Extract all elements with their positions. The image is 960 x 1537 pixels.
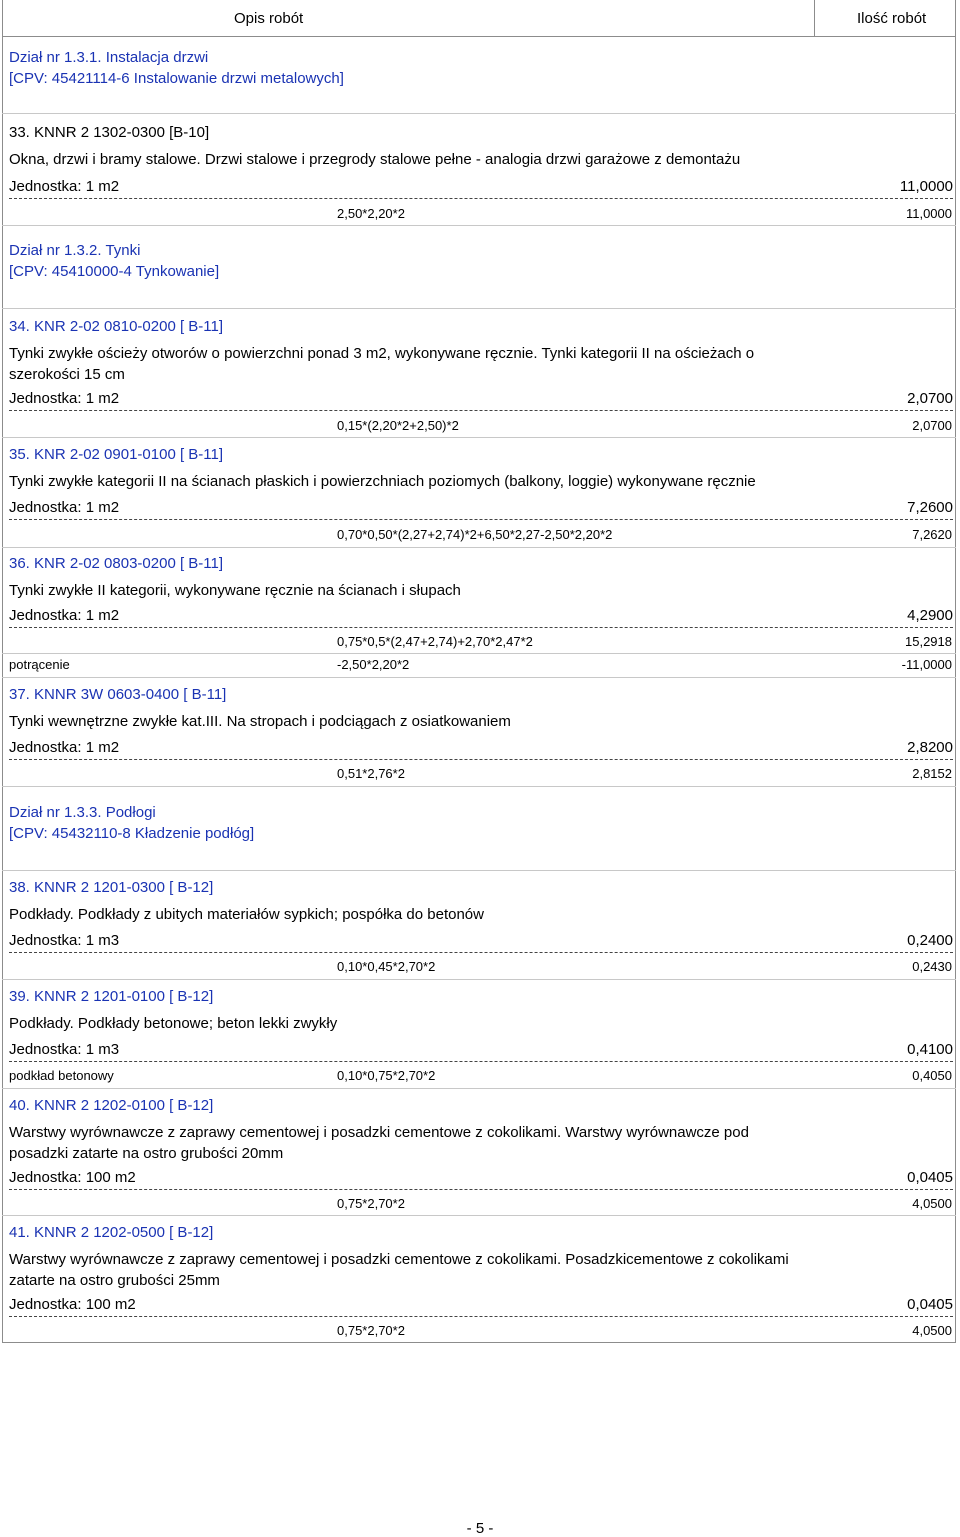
calc-expression: 0,75*2,70*2 — [337, 1196, 405, 1211]
row-divider — [2, 677, 956, 678]
item-code: 38. KNNR 2 1201-0300 [ B-12] — [9, 879, 214, 896]
calc-result: 2,8152 — [912, 766, 952, 781]
header-divider — [814, 0, 815, 36]
unit-row — [9, 607, 953, 628]
calc-expression: 0,51*2,76*2 — [337, 766, 405, 781]
col-description-header: Opis robót — [234, 10, 304, 27]
section-cpv: [CPV: 45421114-6 Instalowanie drzwi metalowych] — [9, 70, 344, 87]
item-code: 37. KNNR 3W 0603-0400 [ B-11] — [9, 686, 227, 703]
col-quantity-header: Ilość robót — [857, 10, 927, 27]
item-description: Tynki zwykłe II kategorii, wykonywane ręcznie na ścianach i słupach — [9, 582, 461, 599]
unit-total: 0,0405 — [907, 1296, 953, 1313]
calc-result: -11,0000 — [901, 657, 952, 672]
unit-row — [9, 178, 953, 199]
item-description: Tynki zwykłe ościeży otworów o powierzchni ponad 3 m2, wykonywane ręcznie. Tynki kategorii II na ościeżach o — [9, 345, 755, 362]
row-divider — [2, 786, 956, 787]
calc-result: 11,0000 — [905, 206, 952, 221]
calc-result: 0,2430 — [912, 959, 952, 974]
calc-expression: 2,50*2,20*2 — [337, 206, 405, 221]
unit-row — [9, 1041, 953, 1062]
calc-result: 15,2918 — [905, 634, 952, 649]
item-code: 35. KNR 2-02 0901-0100 [ B-11] — [9, 446, 224, 463]
section-title: Dział nr 1.3.2. Tynki — [9, 242, 141, 259]
item-description: szerokości 15 cm — [9, 366, 125, 383]
item-description: Warstwy wyrównawcze z zaprawy cementowej i posadzki cementowe z cokolikami. Warstwy wyrównawcze pod — [9, 1124, 749, 1141]
unit-total: 0,0405 — [907, 1169, 953, 1186]
unit-row — [9, 739, 953, 760]
unit-row — [9, 1169, 953, 1190]
unit-total: 2,8200 — [907, 739, 953, 756]
item-description: zatarte na ostro grubości 25mm — [9, 1272, 220, 1289]
unit-label: Jednostka: 1 m2 — [9, 607, 120, 624]
calc-expression: 0,75*0,5*(2,47+2,74)+2,70*2,47*2 — [337, 634, 533, 649]
unit-label: Jednostka: 1 m2 — [9, 739, 120, 756]
unit-row — [9, 932, 953, 953]
calc-result: 0,4050 — [912, 1068, 952, 1083]
calc-result: 4,0500 — [912, 1196, 952, 1211]
unit-total: 11,0000 — [899, 178, 953, 195]
item-code: 36. KNR 2-02 0803-0200 [ B-11] — [9, 555, 224, 572]
section-cpv: [CPV: 45410000-4 Tynkowanie] — [9, 263, 220, 280]
row-divider — [2, 653, 956, 654]
calc-expression: 0,10*0,75*2,70*2 — [337, 1068, 436, 1083]
item-description: Podkłady. Podkłady z ubitych materiałów sypkich; pospółka do betonów — [9, 906, 484, 923]
item-description: Tynki zwykłe kategorii II na ścianach płaskich i powierzchniach poziomych (balkony, loggie) wykonywane ręcznie — [9, 473, 756, 490]
unit-label: Jednostka: 100 m2 — [9, 1296, 136, 1313]
calc-expression: 0,10*0,45*2,70*2 — [337, 959, 436, 974]
unit-row — [9, 499, 953, 520]
calc-expression: 0,70*0,50*(2,27+2,74)*2+6,50*2,27-2,50*2,20*2 — [337, 527, 613, 542]
item-description: Podkłady. Podkłady betonowe; beton lekki zwykły — [9, 1015, 338, 1032]
item-code: 41. KNNR 2 1202-0500 [ B-12] — [9, 1224, 214, 1241]
unit-label: Jednostka: 1 m3 — [9, 932, 120, 949]
calc-result: 7,2620 — [912, 527, 952, 542]
item-description: Okna, drzwi i bramy stalowe. Drzwi stalowe i przegrody stalowe pełne - analogia drzwi garażowe z demontażu — [9, 151, 741, 168]
item-description: Warstwy wyrównawcze z zaprawy cementowej i posadzki cementowe z cokolikami. Posadzkicementowe z cokolikami — [9, 1251, 789, 1268]
item-code: 40. KNNR 2 1202-0100 [ B-12] — [9, 1097, 214, 1114]
unit-total: 7,2600 — [907, 499, 953, 516]
unit-label: Jednostka: 1 m3 — [9, 1041, 120, 1058]
unit-total: 0,2400 — [907, 932, 953, 949]
item-description: Tynki wewnętrzne zwykłe kat.III. Na stropach i podciągach z osiatkowaniem — [9, 713, 511, 730]
row-divider — [2, 1215, 956, 1216]
calc-expression: 0,75*2,70*2 — [337, 1323, 405, 1338]
page-number: - 5 - — [466, 1520, 494, 1537]
deduction-label: potrącenie — [9, 657, 70, 672]
unit-total: 0,4100 — [907, 1041, 953, 1058]
item-code: 39. KNNR 2 1201-0100 [ B-12] — [9, 988, 214, 1005]
unit-row — [9, 390, 953, 411]
item-description: posadzki zatarte na ostro grubości 20mm — [9, 1145, 284, 1162]
row-divider — [2, 437, 956, 438]
calc-expression: -2,50*2,20*2 — [337, 657, 410, 672]
unit-total: 2,0700 — [907, 390, 953, 407]
unit-label: Jednostka: 1 m2 — [9, 390, 120, 407]
row-divider — [2, 979, 956, 980]
section-title: Dział nr 1.3.3. Podłogi — [9, 804, 156, 821]
item-code: 34. KNR 2-02 0810-0200 [ B-11] — [9, 318, 224, 335]
unit-row — [9, 1296, 953, 1317]
item-code: 33. KNNR 2 1302-0300 [B-10] — [9, 124, 210, 141]
row-divider — [2, 1088, 956, 1089]
unit-total: 4,2900 — [907, 607, 953, 624]
calc-result: 4,0500 — [912, 1323, 952, 1338]
header-rule — [2, 36, 956, 37]
calc-result: 2,0700 — [912, 418, 952, 433]
document-frame — [2, 0, 956, 1343]
unit-label: Jednostka: 1 m2 — [9, 178, 120, 195]
calc-label: podkład betonowy — [9, 1068, 114, 1083]
row-divider — [2, 870, 956, 871]
row-divider — [2, 225, 956, 226]
section-cpv: [CPV: 45432110-8 Kładzenie podłóg] — [9, 825, 255, 842]
section-title: Dział nr 1.3.1. Instalacja drzwi — [9, 49, 209, 66]
unit-label: Jednostka: 1 m2 — [9, 499, 120, 516]
row-divider — [2, 308, 956, 309]
row-divider — [2, 113, 956, 114]
calc-expression: 0,15*(2,20*2+2,50)*2 — [337, 418, 459, 433]
unit-label: Jednostka: 100 m2 — [9, 1169, 136, 1186]
row-divider — [2, 547, 956, 548]
